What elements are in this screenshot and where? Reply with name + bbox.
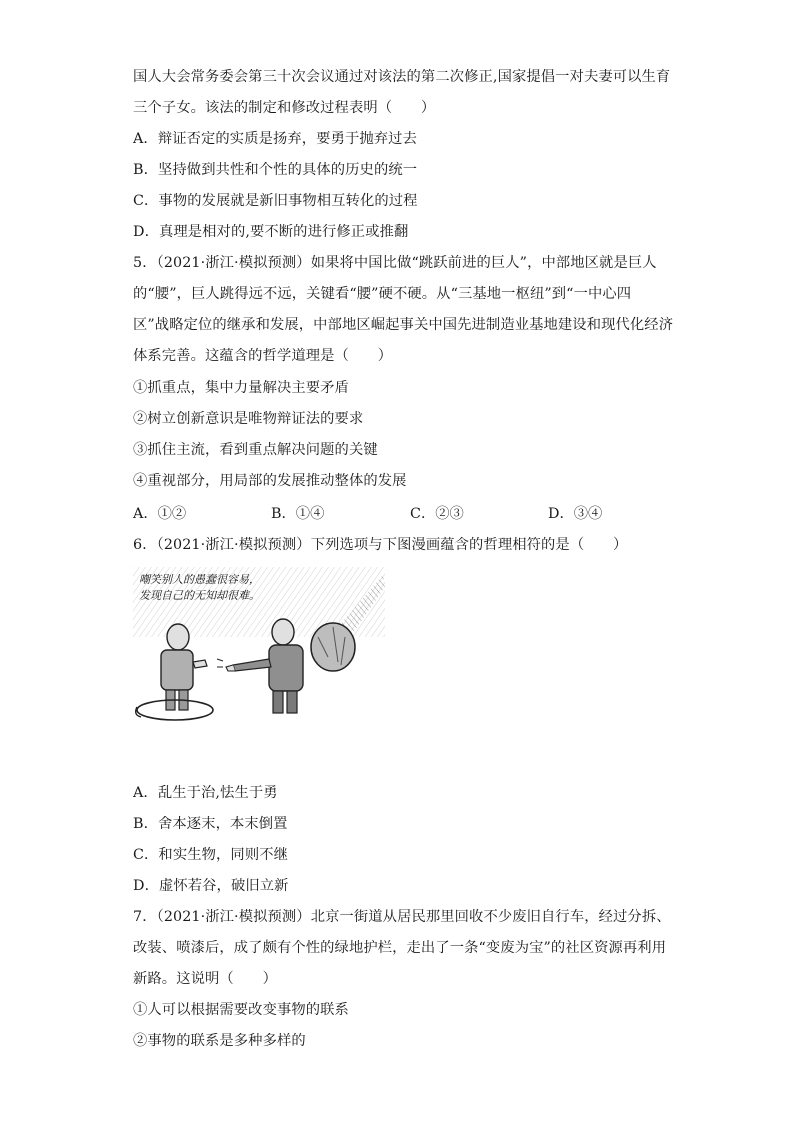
- q6-option-d: D．虚怀若谷，破旧立新: [133, 878, 289, 894]
- cartoon-caption-line-1: 嘲笑别人的愚蠢很容易，: [139, 573, 260, 586]
- q4-option-a: A．辩证否定的实质是扬弃，要勇于抛弃过去: [133, 131, 417, 147]
- q7-stem-line-2: 改装、喷漆后，成了颇有个性的绿地护栏，走出了一条“变废为宝”的社区资源再利用: [133, 940, 667, 956]
- q4-option-b: B．坚持做到共性和个性的具体的历史的统一: [133, 162, 418, 178]
- q4-option-d: D．真理是相对的,要不断的进行修正或推翻: [133, 224, 409, 240]
- q5-statement-2: ②树立创新意识是唯物辩证法的要求: [133, 411, 364, 427]
- q4-stem-line-1: 国人大会常务委会第三十次会议通过对该法的第二次修正,国家提倡一对夫妻可以生育: [133, 69, 671, 85]
- q5-stem-line-3: 区”战略定位的继承和发展，中部地区崛起事关中国先进制造业基地建设和现代化经济: [133, 317, 674, 333]
- q5-statement-3: ③抓住主流，看到重点解决问题的关键: [133, 442, 378, 458]
- q6-cartoon: [133, 567, 385, 725]
- q5-stem-line-2: 的“腰”，巨人跳得远不远，关键看“腰”硬不硬。从“三基地一枢纽”到“一中心四: [133, 286, 632, 302]
- q5-statement-1: ①抓重点，集中力量解决主要矛盾: [133, 380, 349, 396]
- q5-option-c: C．②③: [410, 506, 464, 522]
- q4-option-c: C．事物的发展就是新旧事物相互转化的过程: [133, 193, 418, 209]
- q4-stem-line-2: 三个子女。该法的制定和修改过程表明（ ）: [133, 100, 436, 116]
- q5-option-a: A．①②: [133, 506, 187, 522]
- q5-option-b: B．①④: [271, 506, 325, 522]
- q7-statement-2: ②事物的联系是多种多样的: [133, 1033, 306, 1049]
- q5-stem-line-4: 体系完善。这蕴含的哲学道理是（ ）: [133, 348, 393, 364]
- q7-stem-line-1: 7．（2021·浙江·模拟预测）北京一街道从居民那里回收不少废旧自行车，经过分拆、: [133, 909, 671, 925]
- q5-statement-4: ④重视部分，用局部的发展推动整体的发展: [133, 473, 407, 489]
- q6-stem: 6．（2021·浙江·模拟预测）下列选项与下图漫画蕴含的哲理相符的是（ ）: [133, 537, 628, 553]
- q5-stem-line-1: 5．（2021·浙江·模拟预测）如果将中国比做“跳跃前进的巨人”，中部地区就是巨人: [133, 255, 657, 271]
- q7-stem-line-3: 新路。这说明（ ）: [133, 971, 277, 987]
- q6-option-c: C．和实生物，同则不继: [133, 847, 289, 863]
- q5-option-d: D．③④: [548, 506, 603, 522]
- q6-option-b: B．舍本逐末，本末倒置: [133, 816, 288, 832]
- cartoon-caption-line-2: 发现自己的无知却很难。: [139, 589, 260, 602]
- q7-statement-1: ①人可以根据需要改变事物的联系: [133, 1002, 349, 1018]
- q6-option-a: A．乱生于治,怯生于勇: [133, 785, 278, 801]
